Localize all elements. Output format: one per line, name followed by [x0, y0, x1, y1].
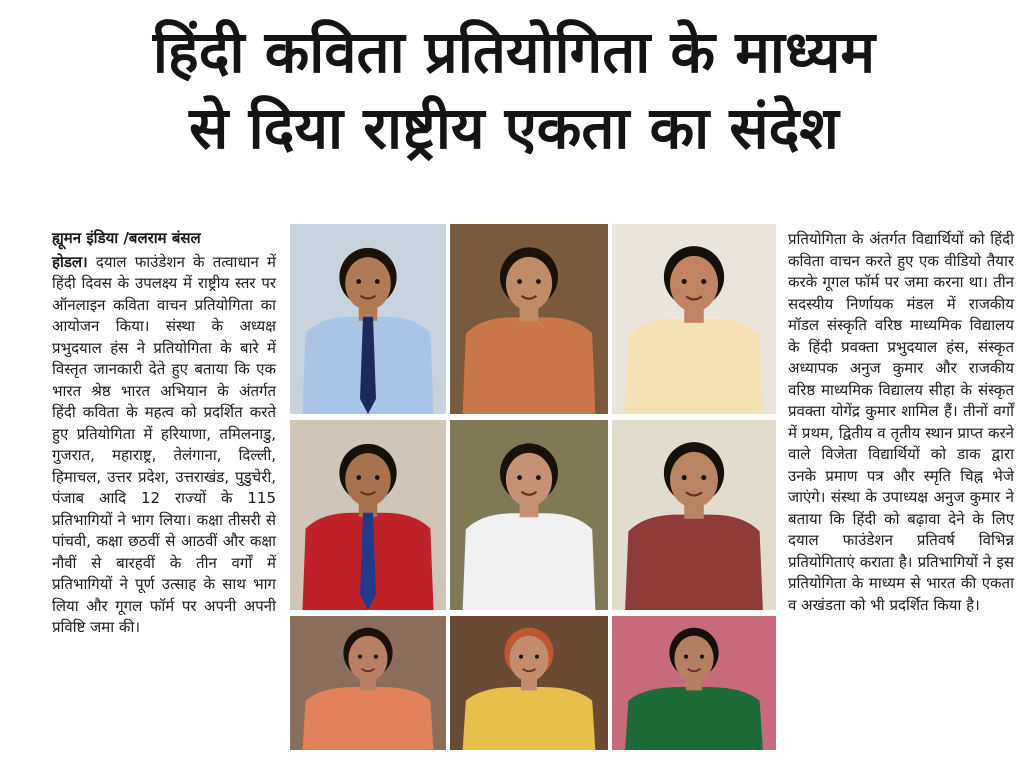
dateline: होडल। [52, 252, 88, 271]
eye [682, 475, 687, 480]
face [345, 257, 391, 310]
eye [375, 279, 380, 284]
student-figure [290, 420, 446, 610]
eye [536, 279, 541, 284]
student-figure [612, 616, 776, 750]
photo-boy-in-blue-uniform [290, 224, 446, 414]
photo-boy-in-white-kurta [450, 420, 608, 610]
article-body-left [52, 252, 276, 639]
eye [356, 279, 361, 284]
photo-boy-in-checked-shirt [450, 224, 608, 414]
eye [374, 655, 378, 659]
student-figure [450, 616, 608, 750]
face [670, 256, 718, 312]
eye [684, 655, 688, 659]
shirt [463, 513, 596, 610]
face [670, 452, 718, 508]
face [509, 636, 548, 682]
shirt [463, 687, 596, 750]
eye [517, 279, 522, 284]
photo-girl-with-glasses [612, 420, 776, 610]
byline: ह्यूमन इंडिया /बलराम बंसल [52, 229, 201, 247]
student-figure [450, 420, 608, 610]
eye [700, 655, 704, 659]
student-figure [450, 224, 608, 414]
photo-boy-in-yellow-kurta [450, 616, 608, 750]
student-figure [290, 224, 446, 414]
shirt [463, 317, 596, 414]
article-text-right: प्रतियोगिता के अंतर्गत विद्यार्थियों को हिंदी कविता वाचन करते हुए एक वीडियो तैयार करके गूगल फॉर्म पर जमा करना था। तीन सदस्यीय निर्णायक मंडल में राजकीय मॉडल संस्कृति वरिष्ठ माध्यमिक विद्यालय के हिंदी प्रवक्ता प्रभुदयाल हंस, संस्कृत अध्यापक अनुज कुमार और राजकीय वरिष्ठ माध्यमिक विद्यालय सीहा के संस्कृत प्रवक्ता योगेंद्र कुमार शामिल हैं। तीनों वर्गों में प्रथम, द्वितीय व तृतीय स्थान प्राप्त करने वाले विजेता विद्यार्थियों को डाक द्वारा उनके प्रमाण पत्र और स्मृति चिह्न भेजे जाएंगे। संस्था के उपाध्यक्ष अनुज कुमार ने बताया कि हिंदी को बढ़ावा देने के लिए दयाल फाउंडेशन प्रतिवर्ष विभिन्न प्रतियोगिताएं कराता है। प्रतिभागियों ने इस प्रतियोगिता के माध्यम से भारत की एकता व अखंडता को भी प्रदर्शित किया है। [788, 230, 1014, 614]
eye [536, 475, 541, 480]
student-figure [612, 224, 776, 414]
eye [701, 279, 706, 284]
eye [519, 655, 523, 659]
student-figure [290, 616, 446, 750]
article-text-left: दयाल फाउंडेशन के तत्वाधान में हिंदी दिवस के उपलक्ष्य में राष्ट्रीय स्तर पर ऑनलाइन कविता वाचन प्रतियोगिता का आयोजन किया। संस्था के अध्यक्ष प्रभुदयाल हंस ने प्रतियोगिता के बारे में विस्तृत जानकारी देते हुए बताया कि एक भारत श्रेष्ठ भारत अभियान के अंतर्गत हिंदी कविता के महत्व को प्रदर्शित करते हुए प्रतियोगिता में हरियाणा, तमिलनाडु, गुजरात, महाराष्ट्र, तेलंगाना, दिल्ली, हिमाचल, उत्तर प्रदेश, उत्तराखंड, पुडुचेरी, पंजाब आदि 12 राज्यों के 115 प्रतिभागियों ने भाग लिया। कक्षा तीसरी से पांचवी, कक्षा छठवीं से आठवीं और कक्षा नौवीं से बारहवीं के तीन वर्गों में प्रतिभागियों ने पूर्ण उत्साह के साथ भाग लिया और गूगल फॉर्म पर अपनी अपनी प्रविष्टि जमा की। [52, 252, 276, 636]
eye [375, 475, 380, 480]
eye [682, 279, 687, 284]
face [345, 453, 391, 506]
eye [701, 475, 706, 480]
shirt [625, 687, 763, 750]
shirt [302, 687, 433, 750]
face [348, 636, 387, 682]
eye [358, 655, 362, 659]
article-column-right [788, 229, 1014, 616]
photo-girl-in-yellow-dress [612, 224, 776, 414]
headline-line-1: हिंदी कविता प्रतियोगिता के माध्यम [152, 18, 876, 86]
shirt [625, 515, 763, 610]
eye [356, 475, 361, 480]
eye [535, 655, 539, 659]
face [506, 257, 552, 311]
headline [0, 14, 1028, 166]
shirt [625, 319, 763, 414]
photo-boy-in-orange-checks [290, 616, 446, 750]
student-figure [612, 420, 776, 610]
headline-line-2: से दिया राष्ट्रीय एकता का संदेश [189, 94, 839, 162]
article-column-left [52, 228, 276, 639]
photo-girl-in-red-blazer [290, 420, 446, 610]
face [506, 453, 552, 507]
photo-girl-in-green-pinafore [612, 616, 776, 750]
eye [517, 475, 522, 480]
photo-grid [290, 224, 776, 750]
face [674, 636, 713, 682]
